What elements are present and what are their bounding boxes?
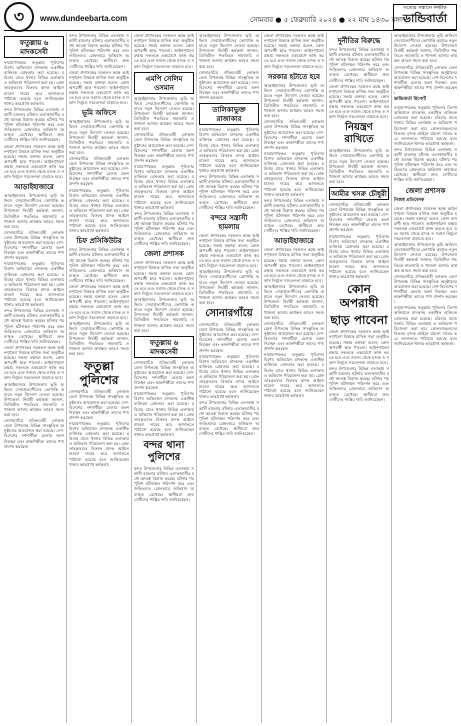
headline: দুর্নীতির বিরুদ্ধে: [337, 36, 381, 45]
paragraph: জেলা প্রশাসকের সম্মেলন কক্ষে আইনশৃঙ্খলা বিষয়ক মাসিক সভা অনুষ্ঠিত হয়েছে। সভায় বক্তারা বলেন, কোন অপরাধী ছাড় পাবেনা। আইনশৃঙ্খলা রক্ষায় সকলকে একযোগে কাজ করতে হবে এবং সমাজ থেকে মাদক ও সন্ত্রাস নির্মূলে সচেতনতা বাড়াতে হবে।: [134, 260, 194, 296]
paragraph: বন্দর উপজেলার বিভিন্ন এলাকায় সন্ত্রাসী হামলার ঘটনায় এলাকাবাসীর মধ্যে আতঙ্ক বিরাজ করছে। ঘটনার পর পুলিশ ঘটনাস্থল পরিদর্শন করে এবং জড়িতদের গ্রেফতারে অভিযান অব্যাহত রেখেছে। স্থানীয়রা দ্রুত দোষীদের শাস্তির দাবি জানিয়েছেন।: [394, 146, 457, 183]
logo-tagline: সত্যের সন্ধানে নির্ভীক: [403, 5, 447, 11]
paragraph: নারায়ণগঞ্জের ফতুল্লায় পুলিশের বিশেষ অভিযানে মাদকসহ একাধিক ব্যক্তিকে গ্রেফতার করা হয়েছে। রবিবার রাতে থানার বিভিন্ন এলাকায় এ অভিযান পরিচালনা করা হয়। গ্রেফতারকৃতদের বিরুদ্ধে মাদক আইনে মামলা দায়ের করে আদালতে পাঠানো হয়েছে বলে জানিয়েছেন থানার ভারপ্রাপ্ত কর্মকর্তা।: [4, 60, 64, 106]
article-body: [394, 206, 457, 347]
article-body: [69, 247, 129, 356]
column-divider: [196, 33, 197, 723]
headline: সরকার হটাতে হবে: [267, 71, 321, 81]
article-body: [329, 202, 389, 279]
column-divider: [326, 33, 327, 723]
article-body: [134, 33, 194, 69]
paragraph: জেলা প্রশাসকের সম্মেলন কক্ষে আইনশৃঙ্খলা বিষয়ক মাসিক সভা অনুষ্ঠিত হয়েছে। সভায় বক্তারা বলেন, কোন অপরাধী ছাড় পাবেনা। আইনশৃঙ্খলা রক্ষায় সকলকে একযোগে কাজ করতে হবে এবং সমাজ থেকে মাদক ও সন্ত্রাস নির্মূলে সচেতনতা বাড়াতে হবে।: [394, 205, 457, 242]
paragraph: জেলা প্রশাসকের সম্মেলন কক্ষে আইনশৃঙ্খলা বিষয়ক মাসিক সভা অনুষ্ঠিত হয়েছে। সভায় বক্তারা বলেন, কোন অপরাধী ছাড় পাবেনা। আইনশৃঙ্খলা রক্ষায় সকলকে একযোগে কাজ করতে হবে এবং সমাজ থেকে মাদক ও সন্ত্রাস নির্মূলে সচেতনতা বাড়াতে হবে।: [329, 329, 389, 365]
column-divider: [261, 33, 262, 723]
headline: বন্দর থানা পুলিশের: [143, 440, 185, 464]
paragraph: নারায়ণগঞ্জের ফতুল্লায় পুলিশের বিশেষ অভিযানে মাদকসহ একাধিক ব্যক্তিকে গ্রেফতার করা হয়েছে। রবিবার রাতে থানার বিভিন্ন এলাকায় এ অভিযান পরিচালনা করা হয়। গ্রেফতারকৃতদের বিরুদ্ধে মাদক আইনে মামলা দায়ের করে আদালতে পাঠানো হয়েছে বলে জানিয়েছেন থানার ভারপ্রাপ্ত কর্মকর্তা।: [264, 150, 324, 197]
column-6: [329, 33, 389, 723]
column-2: [69, 33, 129, 723]
article-body: [264, 247, 324, 398]
headline: সোনারগাঁয়ে: [205, 308, 253, 320]
column-4: [199, 33, 259, 723]
headline: ভূমি অফিসে: [81, 108, 117, 118]
headline: আড়াইহাজারে: [14, 182, 54, 192]
masthead-logo: [393, 4, 457, 30]
paragraph: আড়াইহাজার উপজেলায় ভূমি অফিসে সেবাপ্রত্যাশীদের ভোগান্তি কমাতে নতুন উদ্যোগ নেওয়া হয়েছে। উপজেলা নির্বাহী কর্মকর্তা জানান, ডিজিটাল পদ্ধতিতে নামজারি ও খাজনা আদায় কার্যক্রম আরও সহজ করা হবে।: [4, 193, 64, 229]
article-body: [264, 83, 324, 234]
article-body: [199, 322, 259, 436]
paragraph: নারায়ণগঞ্জের ফতুল্লায় পুলিশের বিশেষ অভিযানে মাদকসহ একাধিক ব্যক্তিকে গ্রেফতার করা হয়েছে। রবিবার রাতে থানার বিভিন্ন এলাকায় এ অভিযান পরিচালনা করা হয়। গ্রেফতারকৃতদের বিরুদ্ধে মাদক আইনে মামলা দায়ের করে আদালতে পাঠানো হয়েছে বলে জানিয়েছেন থানার ভারপ্রাপ্ত কর্মকর্তা।: [264, 352, 324, 398]
paragraph: আড়াইহাজার উপজেলায় ভূমি অফিসে সেবাপ্রত্যাশীদের ভোগান্তি কমাতে নতুন উদ্যোগ নেওয়া হয়েছে। উপজেলা নির্বাহী কর্মকর্তা জানান, ডিজিটাল পদ্ধতিতে নামজারি ও খাজনা আদায় কার্যক্রম আরও সহজ করা হবে।: [134, 297, 194, 333]
paragraph: আড়াইহাজার উপজেলায় ভূমি অফিসে সেবাপ্রত্যাশীদের ভোগান্তি কমাতে নতুন উদ্যোগ নেওয়া হয়েছে। উপজেলা নির্বাহী কর্মকর্তা জানান, ডিজিটাল পদ্ধতিতে নামজারি ও খাজনা আদায় কার্যক্রম আরও সহজ করা হবে।: [4, 381, 64, 418]
paragraph: সোনারগাঁয়ে ঐতিহ্যবাহী লোকজ মেলা উপলক্ষে বিভিন্ন সাংস্কৃতিক অনুষ্ঠানের আয়োজন করা হয়েছে। দেশ-বিদেশের দর্শনার্থীরা মেলায় অংশ নিচ্ছেন এবং কারুশিল্পীরা তাদের পণ্য প্রদর্শন করছেন।: [264, 320, 324, 352]
header-rule: [4, 30, 457, 31]
column-5: [264, 33, 324, 723]
paragraph: সোনারগাঁয়ে ঐতিহ্যবাহী লোকজ মেলা উপলক্ষে বিভিন্ন সাংস্কৃতিক অনুষ্ঠানের আয়োজন করা হয়েছে। দেশ-বিদেশের দর্শনার্থীরা মেলায় অংশ নিচ্ছেন এবং কারুশিল্পীরা তাদের পণ্য প্রদর্শন করছেন।: [4, 229, 64, 261]
article-body: [264, 33, 324, 69]
article-body: [69, 389, 129, 466]
column-divider: [391, 33, 392, 723]
paragraph: নারায়ণগঞ্জের ফতুল্লায় পুলিশের বিশেষ অভিযানে মাদকসহ একাধিক ব্যক্তিকে গ্রেফতার করা হয়েছে। রবিবার রাতে থানার বিভিন্ন এলাকায় এ অভিযান পরিচালনা করা হয়। গ্রেফতারকৃতদের বিরুদ্ধে মাদক আইনে মামলা দায়ের করে আদালতে পাঠানো হয়েছে বলে জানিয়েছেন থানার ভারপ্রাপ্ত কর্মকর্তা।: [329, 233, 389, 280]
headline: ফতুল্লায় ৬ মাদকসেবী: [4, 36, 64, 58]
paragraph: নারায়ণগঞ্জের ফতুল্লায় পুলিশের বিশেষ অভিযানে মাদকসহ একাধিক ব্যক্তিকে গ্রেফতার করা হয়েছে। রবিবার রাতে থানার বিভিন্ন এলাকায় এ অভিযান পরিচালনা করা হয়। গ্রেফতারকৃতদের বিরুদ্ধে মাদক আইনে মামলা দায়ের করে আদালতে পাঠানো হয়েছে বলে জানিয়েছেন থানার ভারপ্রাপ্ত কর্মকর্তা।: [4, 261, 64, 308]
paragraph: জেলা প্রশাসকের সম্মেলন কক্ষে আইনশৃঙ্খলা বিষয়ক মাসিক সভা অনুষ্ঠিত হয়েছে। সভায় বক্তারা বলেন, কোন অপরাধী ছাড় পাবেনা। আইনশৃঙ্খলা রক্ষায় সকলকে একযোগে কাজ করতে হবে এবং সমাজ থেকে মাদক ও সন্ত্রাস নির্মূলে সচেতনতা বাড়াতে হবে।: [134, 33, 194, 69]
date-line: সোমবার ● ৫ ফেব্রুয়ারি ২০২৪ ● ২২ মাঘ ১৪৩০ বঙ্গাব্দ: [250, 16, 407, 24]
paragraph: জেলা প্রশাসকের সম্মেলন কক্ষে আইনশৃঙ্খলা বিষয়ক মাসিক সভা অনুষ্ঠিত হয়েছে। সভায় বক্তারা বলেন, কোন অপরাধী ছাড় পাবেনা। আইনশৃঙ্খলা রক্ষায় সকলকে একযোগে কাজ করতে হবে এবং সমাজ থেকে মাদক ও সন্ত্রাস নির্মূলে সচেতনতা বাড়াতে হবে।: [264, 33, 324, 69]
paragraph: সোনারগাঁয়ে ঐতিহ্যবাহী লোকজ মেলা উপলক্ষে বিভিন্ন সাংস্কৃতিক অনুষ্ঠানের আয়োজন করা হয়েছে। দেশ-বিদেশের দর্শনার্থীরা মেলায় অংশ নিচ্ছেন এবং কারুশিল্পীরা তাদের পণ্য প্রদর্শন করছেন।: [199, 322, 259, 353]
headline: জেলা প্রশাসক: [144, 249, 184, 259]
paragraph: জেলা প্রশাসকের সম্মেলন কক্ষে আইনশৃঙ্খলা বিষয়ক মাসিক সভা অনুষ্ঠিত হয়েছে। সভায় বক্তারা বলেন, কোন অপরাধী ছাড় পাবেনা। আইনশৃঙ্খলা রক্ষায় সকলকে একযোগে কাজ করতে হবে এবং সমাজ থেকে মাদক ও সন্ত্রাস নির্মূলে সচেতনতা বাড়াতে হবে।: [329, 83, 389, 120]
headline: আড়াইহাজারে: [274, 236, 314, 246]
article-body: [134, 96, 194, 247]
paragraph: জেলা প্রশাসকের সম্মেলন কক্ষে আইনশৃঙ্খলা বিষয়ক মাসিক সভা অনুষ্ঠিত হয়েছে। সভায় বক্তারা বলেন, কোন অপরাধী ছাড় পাবেনা। আইনশৃঙ্খলা রক্ষায় সকলকে একযোগে কাজ করতে হবে এবং সমাজ থেকে মাদক ও সন্ত্রাস নির্মূলে সচেতনতা বাড়াতে হবে।: [264, 247, 324, 283]
headline: ছাড় পাবেনা: [330, 313, 388, 328]
paragraph: বন্দর উপজেলার বিভিন্ন এলাকায় সন্ত্রাসী হামলার ঘটনায় এলাকাবাসীর মধ্যে আতঙ্ক বিরাজ করছে। ঘটনার পর পুলিশ ঘটনাস্থল পরিদর্শন করে এবং জড়িতদের গ্রেফতারে অভিযান অব্যাহত রেখেছে। স্থানীয়রা দ্রুত দোষীদের শাস্তির দাবি জানিয়েছেন।: [329, 47, 389, 83]
website-url[interactable]: www.dundeebarta.com: [40, 14, 128, 23]
headline: ফতুল্লা পুলিশের: [79, 359, 119, 388]
article-body: [199, 233, 259, 305]
column-divider: [66, 33, 67, 723]
paragraph: বন্দর উপজেলার বিভিন্ন এলাকায় সন্ত্রাসী হামলার ঘটনায় এলাকাবাসীর মধ্যে আতঙ্ক বিরাজ করছে। ঘটনার পর পুলিশ ঘটনাস্থল পরিদর্শন করে এবং জড়িতদের গ্রেফতারে অভিযান অব্যাহত রেখেছে। স্থানীয়রা দ্রুত দোষীদের শাস্তির দাবি জানিয়েছেন।: [134, 210, 194, 247]
headline: এমপি সেলিম ওসমান: [134, 72, 194, 94]
paragraph: সোনারগাঁয়ে ঐতিহ্যবাহী লোকজ মেলা উপলক্ষে বিভিন্ন সাংস্কৃতিক অনুষ্ঠানের আয়োজন করা হয়েছে। দেশ-বিদেশের দর্শনার্থীরা মেলায় অংশ নিচ্ছেন এবং কারুশিল্পীরা তাদের পণ্য প্রদর্শন করছেন।: [4, 418, 64, 449]
paragraph: সোনারগাঁয়ে ঐতিহ্যবাহী লোকজ মেলা উপলক্ষে বিভিন্ন সাংস্কৃতিক অনুষ্ঠানের আয়োজন করা হয়েছে। দেশ-বিদেশের দর্শনার্থীরা মেলায় অংশ নিচ্ছেন এবং কারুশিল্পীরা তাদের পণ্য প্রদর্শন করছেন।: [264, 119, 324, 150]
page-header: [0, 0, 461, 30]
logo-name: ডান্ডিবার্তা: [403, 12, 447, 25]
paragraph: নারায়ণগঞ্জের ফতুল্লায় পুলিশের বিশেষ অভিযানে মাদকসহ একাধিক ব্যক্তিকে গ্রেফতার করা হয়েছে। রবিবার রাতে থানার বিভিন্ন এলাকায় এ অভিযান পরিচালনা করা হয়। গ্রেফতারকৃতদের বিরুদ্ধে মাদক আইনে মামলা দায়ের করে আদালতে পাঠানো হয়েছে বলে জানিয়েছেন থানার ভারপ্রাপ্ত কর্মকর্তা।: [69, 187, 129, 234]
paragraph: আড়াইহাজার উপজেলায় ভূমি অফিসে সেবাপ্রত্যাশীদের ভোগান্তি কমাতে নতুন উদ্যোগ নেওয়া হয়েছে। উপজেলা নির্বাহী কর্মকর্তা জানান, ডিজিটাল পদ্ধতিতে নামজারি ও খাজনা আদায় কার্যক্রম আরও সহজ করা হবে।: [264, 284, 324, 320]
paragraph: নারায়ণগঞ্জের ফতুল্লায় পুলিশের বিশেষ অভিযানে মাদকসহ একাধিক ব্যক্তিকে গ্রেফতার করা হয়েছে। রবিবার রাতে থানার বিভিন্ন এলাকায় এ অভিযান পরিচালনা করা হয়। গ্রেফতারকৃতদের বিরুদ্ধে মাদক আইনে মামলা দায়ের করে আদালতে পাঠানো হয়েছে বলে জানিয়েছেন থানার ভারপ্রাপ্ত কর্মকর্তা।: [199, 127, 259, 173]
headline: আমীর খসরু চৌধুরী: [329, 187, 389, 200]
paragraph: নারায়ণগঞ্জের ফতুল্লায় পুলিশের বিশেষ অভিযানে মাদকসহ একাধিক ব্যক্তিকে গ্রেফতার করা হয়েছে। রবিবার রাতে থানার বিভিন্ন এলাকায় এ অভিযান পরিচালনা করা হয়। গ্রেফতারকৃতদের বিরুদ্ধে মাদক আইনে মামলা দায়ের করে আদালতে পাঠানো হয়েছে বলে জানিয়েছেন থানার ভারপ্রাপ্ত কর্মকর্তা।: [394, 105, 457, 146]
paragraph: সোনারগাঁয়ে ঐতিহ্যবাহী লোকজ মেলা উপলক্ষে বিভিন্ন সাংস্কৃতিক অনুষ্ঠানের আয়োজন করা হয়েছে। দেশ-বিদেশের দর্শনার্থীরা মেলায় অংশ নিচ্ছেন এবং কারুশিল্পীরা তাদের পণ্য প্রদর্শন করছেন।: [134, 132, 194, 163]
paragraph: আড়াইহাজার উপজেলায় ভূমি অফিসে সেবাপ্রত্যাশীদের ভোগান্তি কমাতে নতুন উদ্যোগ নেওয়া হয়েছে। উপজেলা নির্বাহী কর্মকর্তা জানান, ডিজিটাল পদ্ধতিতে নামজারি ও খাজনা আদায় কার্যক্রম আরও সহজ করা হবে।: [69, 320, 129, 357]
paragraph: জেলা প্রশাসকের সম্মেলন কক্ষে আইনশৃঙ্খলা বিষয়ক মাসিক সভা অনুষ্ঠিত হয়েছে। সভায় বক্তারা বলেন, কোন অপরাধী ছাড় পাবেনা। আইনশৃঙ্খলা রক্ষায় সকলকে একযোগে কাজ করতে হবে এবং সমাজ থেকে মাদক ও সন্ত্রাস নির্মূলে সচেতনতা বাড়াতে হবে।: [69, 69, 129, 106]
column-1: [4, 33, 64, 723]
page-number: ৩: [4, 2, 34, 32]
paragraph: জেলা প্রশাসকের সম্মেলন কক্ষে আইনশৃঙ্খলা বিষয়ক মাসিক সভা অনুষ্ঠিত হয়েছে। সভায় বক্তারা বলেন, কোন অপরাধী ছাড় পাবেনা। আইনশৃঙ্খলা রক্ষায় সকলকে একযোগে কাজ করতে হবে এবং সমাজ থেকে মাদক ও সন্ত্রাস নির্মূলে সচেতনতা বাড়াতে হবে।: [4, 143, 64, 180]
headline: জেলা প্রশাসক: [405, 185, 446, 195]
column-3: [134, 33, 194, 723]
article-body: [134, 360, 194, 437]
column-divider: [131, 33, 132, 723]
paragraph: আড়াইহাজার উপজেলায় ভূমি অফিসে সেবাপ্রত্যাশীদের ভোগান্তি কমাতে নতুন উদ্যোগ নেওয়া হয়েছে। উপজেলা নির্বাহী কর্মকর্তা জানান, ডিজিটাল পদ্ধতিতে নামজারি ও খাজনা আদায় কার্যক্রম আরও সহজ করা হবে।: [394, 242, 457, 273]
headline: চিফ প্রসিকিউটর: [76, 236, 122, 246]
article-body: [329, 148, 389, 184]
paragraph: আড়াইহাজার উপজেলায় ভূমি অফিসে সেবাপ্রত্যাশীদের ভোগান্তি কমাতে নতুন উদ্যোগ নেওয়া হয়েছে। উপজেলা নির্বাহী কর্মকর্তা জানান, ডিজিটাল পদ্ধতিতে নামজারি ও খাজনা আদায় কার্যক্রম আরও সহজ করা হবে।: [329, 148, 389, 184]
paragraph: সোনারগাঁয়ে ঐতিহ্যবাহী লোকজ মেলা উপলক্ষে বিভিন্ন সাংস্কৃতিক অনুষ্ঠানের আয়োজন করা হয়েছে। দেশ-বিদেশের দর্শনার্থীরা মেলায় অংশ নিচ্ছেন এবং কারুশিল্পীরা তাদের পণ্য প্রদর্শন করছেন।: [69, 155, 129, 187]
paragraph: বন্দর উপজেলার বিভিন্ন এলাকায় সন্ত্রাসী হামলার ঘটনায় এলাকাবাসীর মধ্যে আতঙ্ক বিরাজ করছে। ঘটনার পর পুলিশ ঘটনাস্থল পরিদর্শন করে এবং জড়িতদের গ্রেফতারে অভিযান অব্যাহত রেখেছে। স্থানীয়রা দ্রুত দোষীদের শাস্তির দাবি জানিয়েছেন।: [4, 106, 64, 143]
byline: নিজস্ব প্রতিবেদক: [394, 197, 425, 203]
paragraph: নারায়ণগঞ্জের ফতুল্লায় পুলিশের বিশেষ অভিযানে মাদকসহ একাধিক ব্যক্তিকে গ্রেফতার করা হয়েছে। রবিবার রাতে থানার বিভিন্ন এলাকায় এ অভিযান পরিচালনা করা হয়। গ্রেফতারকৃতদের বিরুদ্ধে মাদক আইনে মামলা দায়ের করে আদালতে পাঠানো হয়েছে বলে জানিয়েছেন থানার ভারপ্রাপ্ত কর্মকর্তা।: [134, 163, 194, 210]
article-body: [134, 466, 194, 502]
paragraph: আড়াইহাজার উপজেলায় ভূমি অফিসে সেবাপ্রত্যাশীদের ভোগান্তি কমাতে নতুন উদ্যোগ নেওয়া হয়েছে। উপজেলা নির্বাহী কর্মকর্তা জানান, ডিজিটাল পদ্ধতিতে নামজারি ও খাজনা আদায় কার্যক্রম আরও সহজ করা হবে।: [69, 119, 129, 155]
byline: ডান্ডিবার্তা রিপোর্ট: [394, 97, 426, 103]
headline: ফতুল্লায় ৬ মাদকসেবী: [134, 336, 194, 358]
article-body: [4, 193, 64, 449]
article-body: [329, 47, 389, 119]
paragraph: বন্দর উপজেলার বিভিন্ন এলাকায় সন্ত্রাসী হামলার ঘটনায় এলাকাবাসীর মধ্যে আতঙ্ক বিরাজ করছে। ঘটনার পর পুলিশ ঘটনাস্থল পরিদর্শন করে এবং জড়িতদের গ্রেফতারে অভিযান অব্যাহত রেখেছে। স্থানীয়রা দ্রুত দোষীদের শাস্তির দাবি জানিয়েছেন।: [69, 33, 129, 69]
paragraph: নারায়ণগঞ্জের ফতুল্লায় পুলিশের বিশেষ অভিযানে মাদকসহ একাধিক ব্যক্তিকে গ্রেফতার করা হয়েছে। রবিবার রাতে থানার বিভিন্ন এলাকায় এ অভিযান পরিচালনা করা হয়। গ্রেফতারকৃতদের বিরুদ্ধে মাদক আইনে মামলা দায়ের করে আদালতে পাঠানো হয়েছে বলে জানিয়েছেন থানার ভারপ্রাপ্ত কর্মকর্তা।: [394, 305, 457, 346]
paragraph: জেলা প্রশাসকের সম্মেলন কক্ষে আইনশৃঙ্খলা বিষয়ক মাসিক সভা অনুষ্ঠিত হয়েছে। সভায় বক্তারা বলেন, কোন অপরাধী ছাড় পাবেনা। আইনশৃঙ্খলা রক্ষায় সকলকে একযোগে কাজ করতে হবে এবং সমাজ থেকে মাদক ও সন্ত্রাস নির্মূলে সচেতনতা বাড়াতে হবে।: [199, 232, 259, 269]
paragraph: সোনারগাঁয়ে ঐতিহ্যবাহী লোকজ মেলা উপলক্ষে বিভিন্ন সাংস্কৃতিক অনুষ্ঠানের আয়োজন করা হয়েছে। দেশ-বিদেশের দর্শনার্থীরা মেলায় অংশ নিচ্ছেন এবং কারুশিল্পীরা তাদের পণ্য প্রদর্শন করছেন।: [134, 359, 194, 391]
article-body: [199, 127, 259, 210]
headline: নিয়ন্ত্রণ রাখিতে: [344, 122, 374, 146]
paragraph: বন্দর উপজেলার বিভিন্ন এলাকায় সন্ত্রাসী হামলার ঘটনায় এলাকাবাসীর মধ্যে আতঙ্ক বিরাজ করছে। ঘটনার পর পুলিশ ঘটনাস্থল পরিদর্শন করে এবং জড়িতদের গ্রেফতারে অভিযান অব্যাহত রেখেছে। স্থানীয়রা দ্রুত দোষীদের শাস্তির দাবি জানিয়েছেন।: [199, 400, 259, 436]
paragraph: বন্দর উপজেলার বিভিন্ন এলাকায় সন্ত্রাসী হামলার ঘটনায় এলাকাবাসীর মধ্যে আতঙ্ক বিরাজ করছে। ঘটনার পর পুলিশ ঘটনাস্থল পরিদর্শন করে এবং জড়িতদের গ্রেফতারে অভিযান অব্যাহত রেখেছে। স্থানীয়রা দ্রুত দোষীদের শাস্তির দাবি জানিয়েছেন।: [69, 247, 129, 283]
paragraph: আড়াইহাজার উপজেলায় ভূমি অফিসে সেবাপ্রত্যাশীদের ভোগান্তি কমাতে নতুন উদ্যোগ নেওয়া হয়েছে। উপজেলা নির্বাহী কর্মকর্তা জানান, ডিজিটাল পদ্ধতিতে নামজারি ও খাজনা আদায় কার্যক্রম আরও সহজ করা হবে।: [199, 269, 259, 305]
column-7: [394, 33, 457, 723]
paragraph: সোনারগাঁয়ে ঐতিহ্যবাহী লোকজ মেলা উপলক্ষে বিভিন্ন সাংস্কৃতিক অনুষ্ঠানের আয়োজন করা হয়েছে। দেশ-বিদেশের দর্শনার্থীরা মেলায় অংশ নিচ্ছেন এবং কারুশিল্পীরা তাদের পণ্য প্রদর্শন করছেন।: [394, 64, 457, 96]
paragraph: আড়াইহাজার উপজেলায় ভূমি অফিসে সেবাপ্রত্যাশীদের ভোগান্তি কমাতে নতুন উদ্যোগ নেওয়া হয়েছে। উপজেলা নির্বাহী কর্মকর্তা জানান, ডিজিটাল পদ্ধতিতে নামজারি ও খাজনা আদায় কার্যক্রম আরও সহজ করা হবে।: [264, 82, 324, 119]
article-body: [329, 329, 389, 401]
paragraph: নারায়ণগঞ্জের ফতুল্লায় পুলিশের বিশেষ অভিযানে মাদকসহ একাধিক ব্যক্তিকে গ্রেফতার করা হয়েছে। রবিবার রাতে থানার বিভিন্ন এলাকায় এ অভিযান পরিচালনা করা হয়। গ্রেফতারকৃতদের বিরুদ্ধে মাদক আইনে মামলা দায়ের করে আদালতে পাঠানো হয়েছে বলে জানিয়েছেন থানার ভারপ্রাপ্ত কর্মকর্তা।: [134, 391, 194, 437]
paragraph: নারায়ণগঞ্জের ফতুল্লায় পুলিশের বিশেষ অভিযানে মাদকসহ একাধিক ব্যক্তিকে গ্রেফতার করা হয়েছে। রবিবার রাতে থানার বিভিন্ন এলাকায় এ অভিযান পরিচালনা করা হয়। গ্রেফতারকৃতদের বিরুদ্ধে মাদক আইনে মামলা দায়ের করে আদালতে পাঠানো হয়েছে বলে জানিয়েছেন থানার ভারপ্রাপ্ত কর্মকর্তা।: [69, 420, 129, 467]
paragraph: সোনারগাঁয়ে ঐতিহ্যবাহী লোকজ মেলা উপলক্ষে বিভিন্ন সাংস্কৃতিক অনুষ্ঠানের আয়োজন করা হয়েছে। দেশ-বিদেশের দর্শনার্থীরা মেলায় অংশ নিচ্ছেন এবং কারুশিল্পীরা তাদের পণ্য প্রদর্শন করছেন।: [394, 273, 457, 305]
article-body: [199, 33, 259, 100]
paragraph: জেলা প্রশাসকের সম্মেলন কক্ষে আইনশৃঙ্খলা বিষয়ক মাসিক সভা অনুষ্ঠিত হয়েছে। সভায় বক্তারা বলেন, কোন অপরাধী ছাড় পাবেনা। আইনশৃঙ্খলা রক্ষায় সকলকে একযোগে কাজ করতে হবে এবং সমাজ থেকে মাদক ও সন্ত্রাস নির্মূলে সচেতনতা বাড়াতে হবে।: [4, 344, 64, 381]
article-body: [134, 260, 194, 332]
paragraph: নারায়ণগঞ্জের ফতুল্লায় পুলিশের বিশেষ অভিযানে মাদকসহ একাধিক ব্যক্তিকে গ্রেফতার করা হয়েছে। রবিবার রাতে থানার বিভিন্ন এলাকায় এ অভিযান পরিচালনা করা হয়। গ্রেফতারকৃতদের বিরুদ্ধে মাদক আইনে মামলা দায়ের করে আদালতে পাঠানো হয়েছে বলে জানিয়েছেন থানার ভারপ্রাপ্ত কর্মকর্তা।: [199, 353, 259, 400]
paragraph: বন্দর উপজেলার বিভিন্ন এলাকায় সন্ত্রাসী হামলার ঘটনায় এলাকাবাসীর মধ্যে আতঙ্ক বিরাজ করছে। ঘটনার পর পুলিশ ঘটনাস্থল পরিদর্শন করে এবং জড়িতদের গ্রেফতারে অভিযান অব্যাহত রেখেছে। স্থানীয়রা দ্রুত দোষীদের শাস্তির দাবি জানিয়েছেন।: [264, 197, 324, 234]
paragraph: সোনারগাঁয়ে ঐতিহ্যবাহী লোকজ মেলা উপলক্ষে বিভিন্ন সাংস্কৃতিক অনুষ্ঠানের আয়োজন করা হয়েছে। দেশ-বিদেশের দর্শনার্থীরা মেলায় অংশ নিচ্ছেন এবং কারুশিল্পীরা তাদের পণ্য প্রদর্শন করছেন।: [69, 389, 129, 420]
article-body: [394, 105, 457, 182]
article-body: [394, 33, 457, 95]
paragraph: জেলা প্রশাসকের সম্মেলন কক্ষে আইনশৃঙ্খলা বিষয়ক মাসিক সভা অনুষ্ঠিত হয়েছে। সভায় বক্তারা বলেন, কোন অপরাধী ছাড় পাবেনা। আইনশৃঙ্খলা রক্ষায় সকলকে একযোগে কাজ করতে হবে এবং সমাজ থেকে মাদক ও সন্ত্রাস নির্মূলে সচেতনতা বাড়াতে হবে।: [69, 284, 129, 320]
article-body: [69, 33, 129, 105]
paragraph: বন্দর উপজেলার বিভিন্ন এলাকায় সন্ত্রাসী হামলার ঘটনায় এলাকাবাসীর মধ্যে আতঙ্ক বিরাজ করছে। ঘটনার পর পুলিশ ঘটনাস্থল পরিদর্শন করে এবং জড়িতদের গ্রেফতারে অভিযান অব্যাহত রেখেছে। স্থানীয়রা দ্রুত দোষীদের শাস্তির দাবি জানিয়েছেন।: [199, 174, 259, 210]
article-body: [4, 60, 64, 179]
paragraph: আড়াইহাজার উপজেলায় ভূমি অফিসে সেবাপ্রত্যাশীদের ভোগান্তি কমাতে নতুন উদ্যোগ নেওয়া হয়েছে। উপজেলা নির্বাহী কর্মকর্তা জানান, ডিজিটাল পদ্ধতিতে নামজারি ও খাজনা আদায় কার্যক্রম আরও সহজ করা হবে।: [394, 33, 457, 64]
paragraph: সোনারগাঁয়ে ঐতিহ্যবাহী লোকজ মেলা উপলক্ষে বিভিন্ন সাংস্কৃতিক অনুষ্ঠানের আয়োজন করা হয়েছে। দেশ-বিদেশের দর্শনার্থীরা মেলায় অংশ নিচ্ছেন এবং কারুশিল্পীরা তাদের পণ্য প্রদর্শন করছেন।: [199, 69, 259, 101]
paragraph: আড়াইহাজার উপজেলায় ভূমি অফিসে সেবাপ্রত্যাশীদের ভোগান্তি কমাতে নতুন উদ্যোগ নেওয়া হয়েছে। উপজেলা নির্বাহী কর্মকর্তা জানান, ডিজিটাল পদ্ধতিতে নামজারি ও খাজনা আদায় কার্যক্রম আরও সহজ করা হবে।: [134, 95, 194, 132]
headline: তালিকাভুক্ত রাজাকার: [199, 103, 259, 125]
headline: বন্দরে সন্ত্রাসী হামলায়: [210, 212, 248, 231]
paragraph: বন্দর উপজেলার বিভিন্ন এলাকায় সন্ত্রাসী হামলার ঘটনায় এলাকাবাসীর মধ্যে আতঙ্ক বিরাজ করছে। ঘটনার পর পুলিশ ঘটনাস্থল পরিদর্শন করে এবং জড়িতদের গ্রেফতারে অভিযান অব্যাহত রেখেছে। স্থানীয়রা দ্রুত দোষীদের শাস্তির দাবি জানিয়েছেন।: [4, 308, 64, 344]
paragraph: আড়াইহাজার উপজেলায় ভূমি অফিসে সেবাপ্রত্যাশীদের ভোগান্তি কমাতে নতুন উদ্যোগ নেওয়া হয়েছে। উপজেলা নির্বাহী কর্মকর্তা জানান, ডিজিটাল পদ্ধতিতে নামজারি ও খাজনা আদায় কার্যক্রম আরও সহজ করা হবে।: [199, 33, 259, 69]
article-body: [69, 119, 129, 233]
paragraph: বন্দর উপজেলার বিভিন্ন এলাকায় সন্ত্রাসী হামলার ঘটনায় এলাকাবাসীর মধ্যে আতঙ্ক বিরাজ করছে। ঘটনার পর পুলিশ ঘটনাস্থল পরিদর্শন করে এবং জড়িতদের গ্রেফতারে অভিযান অব্যাহত রেখেছে। স্থানীয়রা দ্রুত দোষীদের শাস্তির দাবি জানিয়েছেন।: [134, 466, 194, 502]
paragraph: বন্দর উপজেলার বিভিন্ন এলাকায় সন্ত্রাসী হামলার ঘটনায় এলাকাবাসীর মধ্যে আতঙ্ক বিরাজ করছে। ঘটনার পর পুলিশ ঘটনাস্থল পরিদর্শন করে এবং জড়িতদের গ্রেফতারে অভিযান অব্যাহত রেখেছে। স্থানীয়রা দ্রুত দোষীদের শাস্তির দাবি জানিয়েছেন।: [329, 366, 389, 402]
paragraph: সোনারগাঁয়ে ঐতিহ্যবাহী লোকজ মেলা উপলক্ষে বিভিন্ন সাংস্কৃতিক অনুষ্ঠানের আয়োজন করা হয়েছে। দেশ-বিদেশের দর্শনার্থীরা মেলায় অংশ নিচ্ছেন এবং কারুশিল্পীরা তাদের পণ্য প্রদর্শন করছেন।: [329, 201, 389, 233]
headline: কোন অপরাধী: [339, 282, 379, 311]
